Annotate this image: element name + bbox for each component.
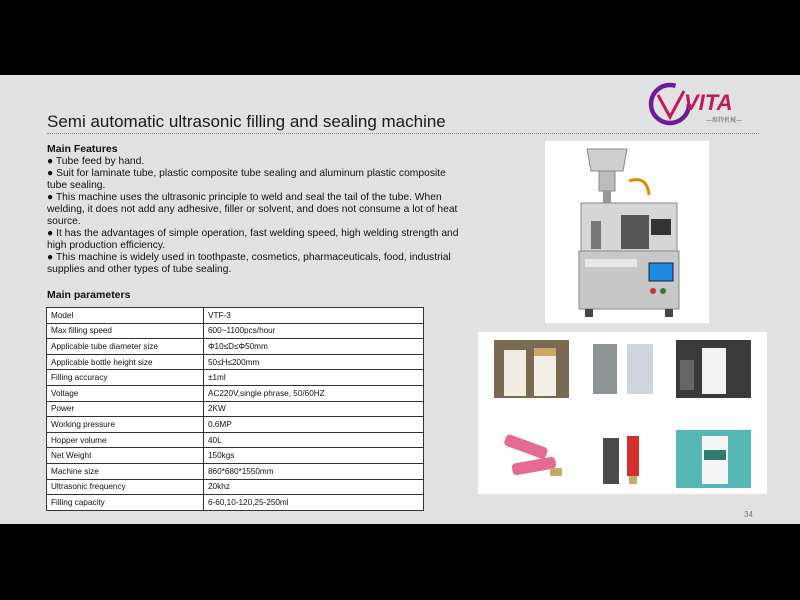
param-value: 860*680*1550mm: [204, 463, 424, 479]
tube-illustration: [676, 430, 751, 488]
features-list: [47, 156, 467, 276]
param-value: 40L: [204, 432, 424, 448]
tube-illustration: [587, 340, 662, 398]
param-label: Applicable tube diameter size: [47, 339, 204, 355]
tube-illustration: [494, 430, 569, 488]
param-value: 6-60,10-120,25-250ml: [204, 495, 424, 511]
param-value: 20khz: [204, 479, 424, 495]
param-value: 50≤H≤200mm: [204, 354, 424, 370]
gallery-image-dark-tubes: [587, 430, 662, 488]
param-label: Machine size: [47, 463, 204, 479]
table-row: [47, 417, 424, 433]
tube-illustration: [494, 340, 569, 398]
table-row: [47, 432, 424, 448]
svg-text:—维特机械—: —维特机械—: [706, 117, 743, 124]
gallery-image-white-tubes: [494, 340, 569, 398]
param-label: Ultrasonic frequency: [47, 479, 204, 495]
param-label: Applicable bottle height size: [47, 354, 204, 370]
filling-machine-illustration: [545, 141, 709, 323]
table-row: [47, 323, 424, 339]
param-label: Net Weight: [47, 448, 204, 464]
param-value: 150kgs: [204, 448, 424, 464]
param-label: Filling accuracy: [47, 370, 204, 386]
table-row: [47, 308, 424, 324]
param-label: Hopper volume: [47, 432, 204, 448]
tube-illustration: [587, 430, 662, 488]
param-label: Voltage: [47, 385, 204, 401]
gallery-image-silver-tubes: [587, 340, 662, 398]
page-number: 34: [744, 510, 753, 519]
table-row: [47, 354, 424, 370]
feature-item: ● Suit for laminate tube, plastic composite tube sealing and aluminum plastic composite tube sealing.: [47, 168, 446, 191]
param-value: 0.6MP: [204, 417, 424, 433]
param-value: 2KW: [204, 401, 424, 417]
feature-item: ● This machine uses the ultrasonic principle to weld and seal the tail of the tube. When welding, it does not add any adhesive, filler or solvent, and does not consume a lot of heat source.: [47, 192, 458, 227]
parameters-heading: Main parameters: [47, 289, 131, 301]
feature-item: ● Tube feed by hand.: [47, 156, 145, 167]
table-row: [47, 495, 424, 511]
feature-item: ● This machine is widely used in toothpaste, cosmetics, pharmaceuticals, food, industrial supplies and other types of tube sealing.: [47, 252, 451, 275]
vita-logo: [648, 81, 763, 127]
gallery-image-machine-tube: [676, 340, 751, 398]
table-row: [47, 370, 424, 386]
param-label: Power: [47, 401, 204, 417]
param-label: Filling capacity: [47, 495, 204, 511]
param-label: Working pressure: [47, 417, 204, 433]
table-row: [47, 385, 424, 401]
table-row: [47, 463, 424, 479]
product-gallery: [478, 332, 767, 494]
title-divider: [47, 133, 759, 134]
feature-item: ● It has the advantages of simple operation, fast welding speed, high welding strength and high production efficiency.: [47, 228, 459, 251]
parameters-table: [46, 307, 424, 511]
table-row: [47, 401, 424, 417]
param-value: VTF-3: [204, 308, 424, 324]
param-value: AC220V,single phrase, 50/60HZ: [204, 385, 424, 401]
features-heading: Main Features: [47, 143, 118, 155]
param-label: Model: [47, 308, 204, 324]
param-value: Φ10≤D≤Φ50mm: [204, 339, 424, 355]
svg-text:VITA: VITA: [684, 90, 733, 115]
param-label: Max filling speed: [47, 323, 204, 339]
param-value: 600~1100pcs/hour: [204, 323, 424, 339]
gallery-image-teal-tube: [676, 430, 751, 488]
gallery-image-pink-tubes: [494, 430, 569, 488]
table-row: [47, 339, 424, 355]
vita-logo-icon: [648, 81, 763, 127]
slide: [0, 75, 800, 524]
table-row: [47, 479, 424, 495]
machine-image: [545, 141, 709, 323]
table-row: [47, 448, 424, 464]
param-value: ±1ml: [204, 370, 424, 386]
tube-illustration: [676, 340, 751, 398]
page-title: Semi automatic ultrasonic filling and sealing machine: [47, 112, 446, 131]
